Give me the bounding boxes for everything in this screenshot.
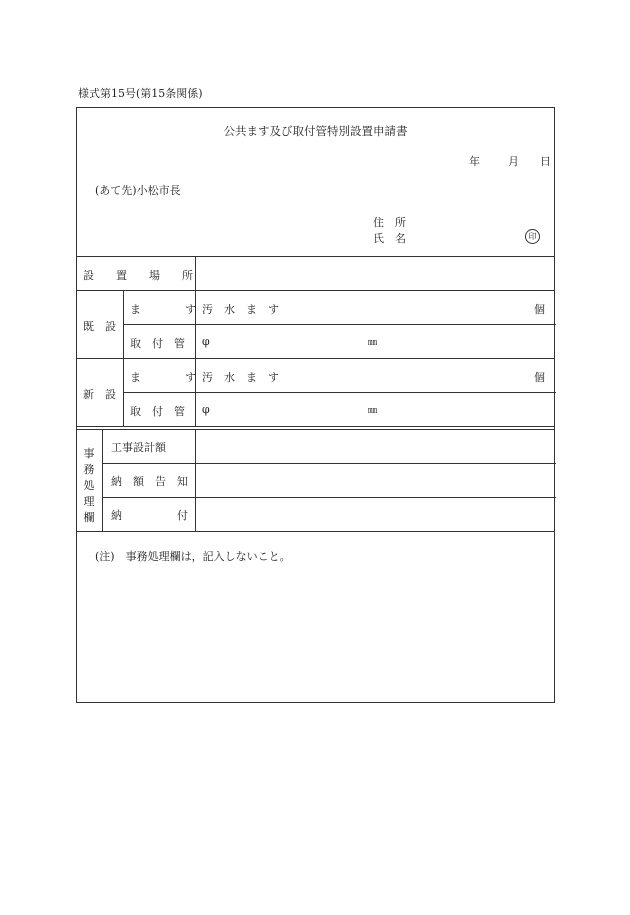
rule-new-bottom — [77, 426, 554, 427]
existing-sewage-masu: 汚 水 ま す — [202, 303, 279, 316]
office-char-4: 理 — [83, 495, 95, 508]
existing-pipe-label: 取 付 管 — [130, 337, 185, 350]
office-use-label — [77, 430, 101, 534]
existing-label: 既 設 — [83, 320, 116, 333]
application-form — [76, 107, 555, 703]
rule-office-2 — [102, 497, 556, 498]
name-label: 氏 名 — [373, 232, 406, 245]
addressee: (あて先)小松市長 — [95, 184, 181, 197]
design-amount-label: 工事設計額 — [111, 441, 166, 454]
form-number: 様式第15号(第15条関係) — [78, 87, 203, 100]
notice-label: 納 額 告 知 — [111, 475, 188, 488]
form-title: 公共ます及び取付管特別設置申請書 — [223, 124, 408, 138]
address-label: 住 所 — [373, 216, 406, 229]
date-day: 日 — [540, 155, 551, 168]
rule-existing-bottom — [77, 358, 554, 359]
rule-office-vertical-column — [102, 429, 103, 531]
new-phi: φ — [202, 403, 210, 416]
office-char-3: 処 — [83, 479, 95, 492]
office-char-5: 欄 — [83, 511, 95, 524]
new-pipe-label: 取 付 管 — [130, 405, 185, 418]
rule-location-bottom — [77, 290, 554, 291]
new-sewage-masu: 汚 水 ま す — [202, 371, 279, 384]
rule-label-column — [195, 256, 196, 426]
existing-count-unit: 個 — [534, 303, 545, 316]
new-masu-label: ま す — [130, 371, 196, 384]
rule-new-mid — [123, 392, 556, 393]
new-mm: ㎜ — [368, 406, 378, 416]
existing-masu-label: ま す — [130, 303, 196, 316]
rule-group-column — [123, 290, 124, 426]
new-count-unit: 個 — [534, 371, 545, 384]
rule-office-top — [77, 429, 554, 430]
date-month: 月 — [508, 155, 519, 168]
payment-label: 納 付 — [111, 509, 188, 522]
note: (注) 事務処理欄は，記入しないこと。 — [95, 550, 291, 563]
location-label: 設 置 場 所 — [83, 269, 193, 282]
seal-mark: 印 — [525, 229, 540, 244]
rule-existing-mid — [123, 324, 556, 325]
existing-phi: φ — [202, 335, 210, 348]
existing-mm: ㎜ — [368, 338, 378, 348]
rule-office-bottom — [77, 531, 554, 532]
rule-office-1 — [102, 463, 556, 464]
rule-office-label-column — [195, 429, 196, 531]
rule-header-bottom — [77, 256, 554, 257]
date-year: 年 — [469, 155, 480, 168]
new-label: 新 設 — [83, 388, 116, 401]
office-char-1: 事 — [83, 447, 95, 460]
office-char-2: 務 — [83, 463, 95, 476]
